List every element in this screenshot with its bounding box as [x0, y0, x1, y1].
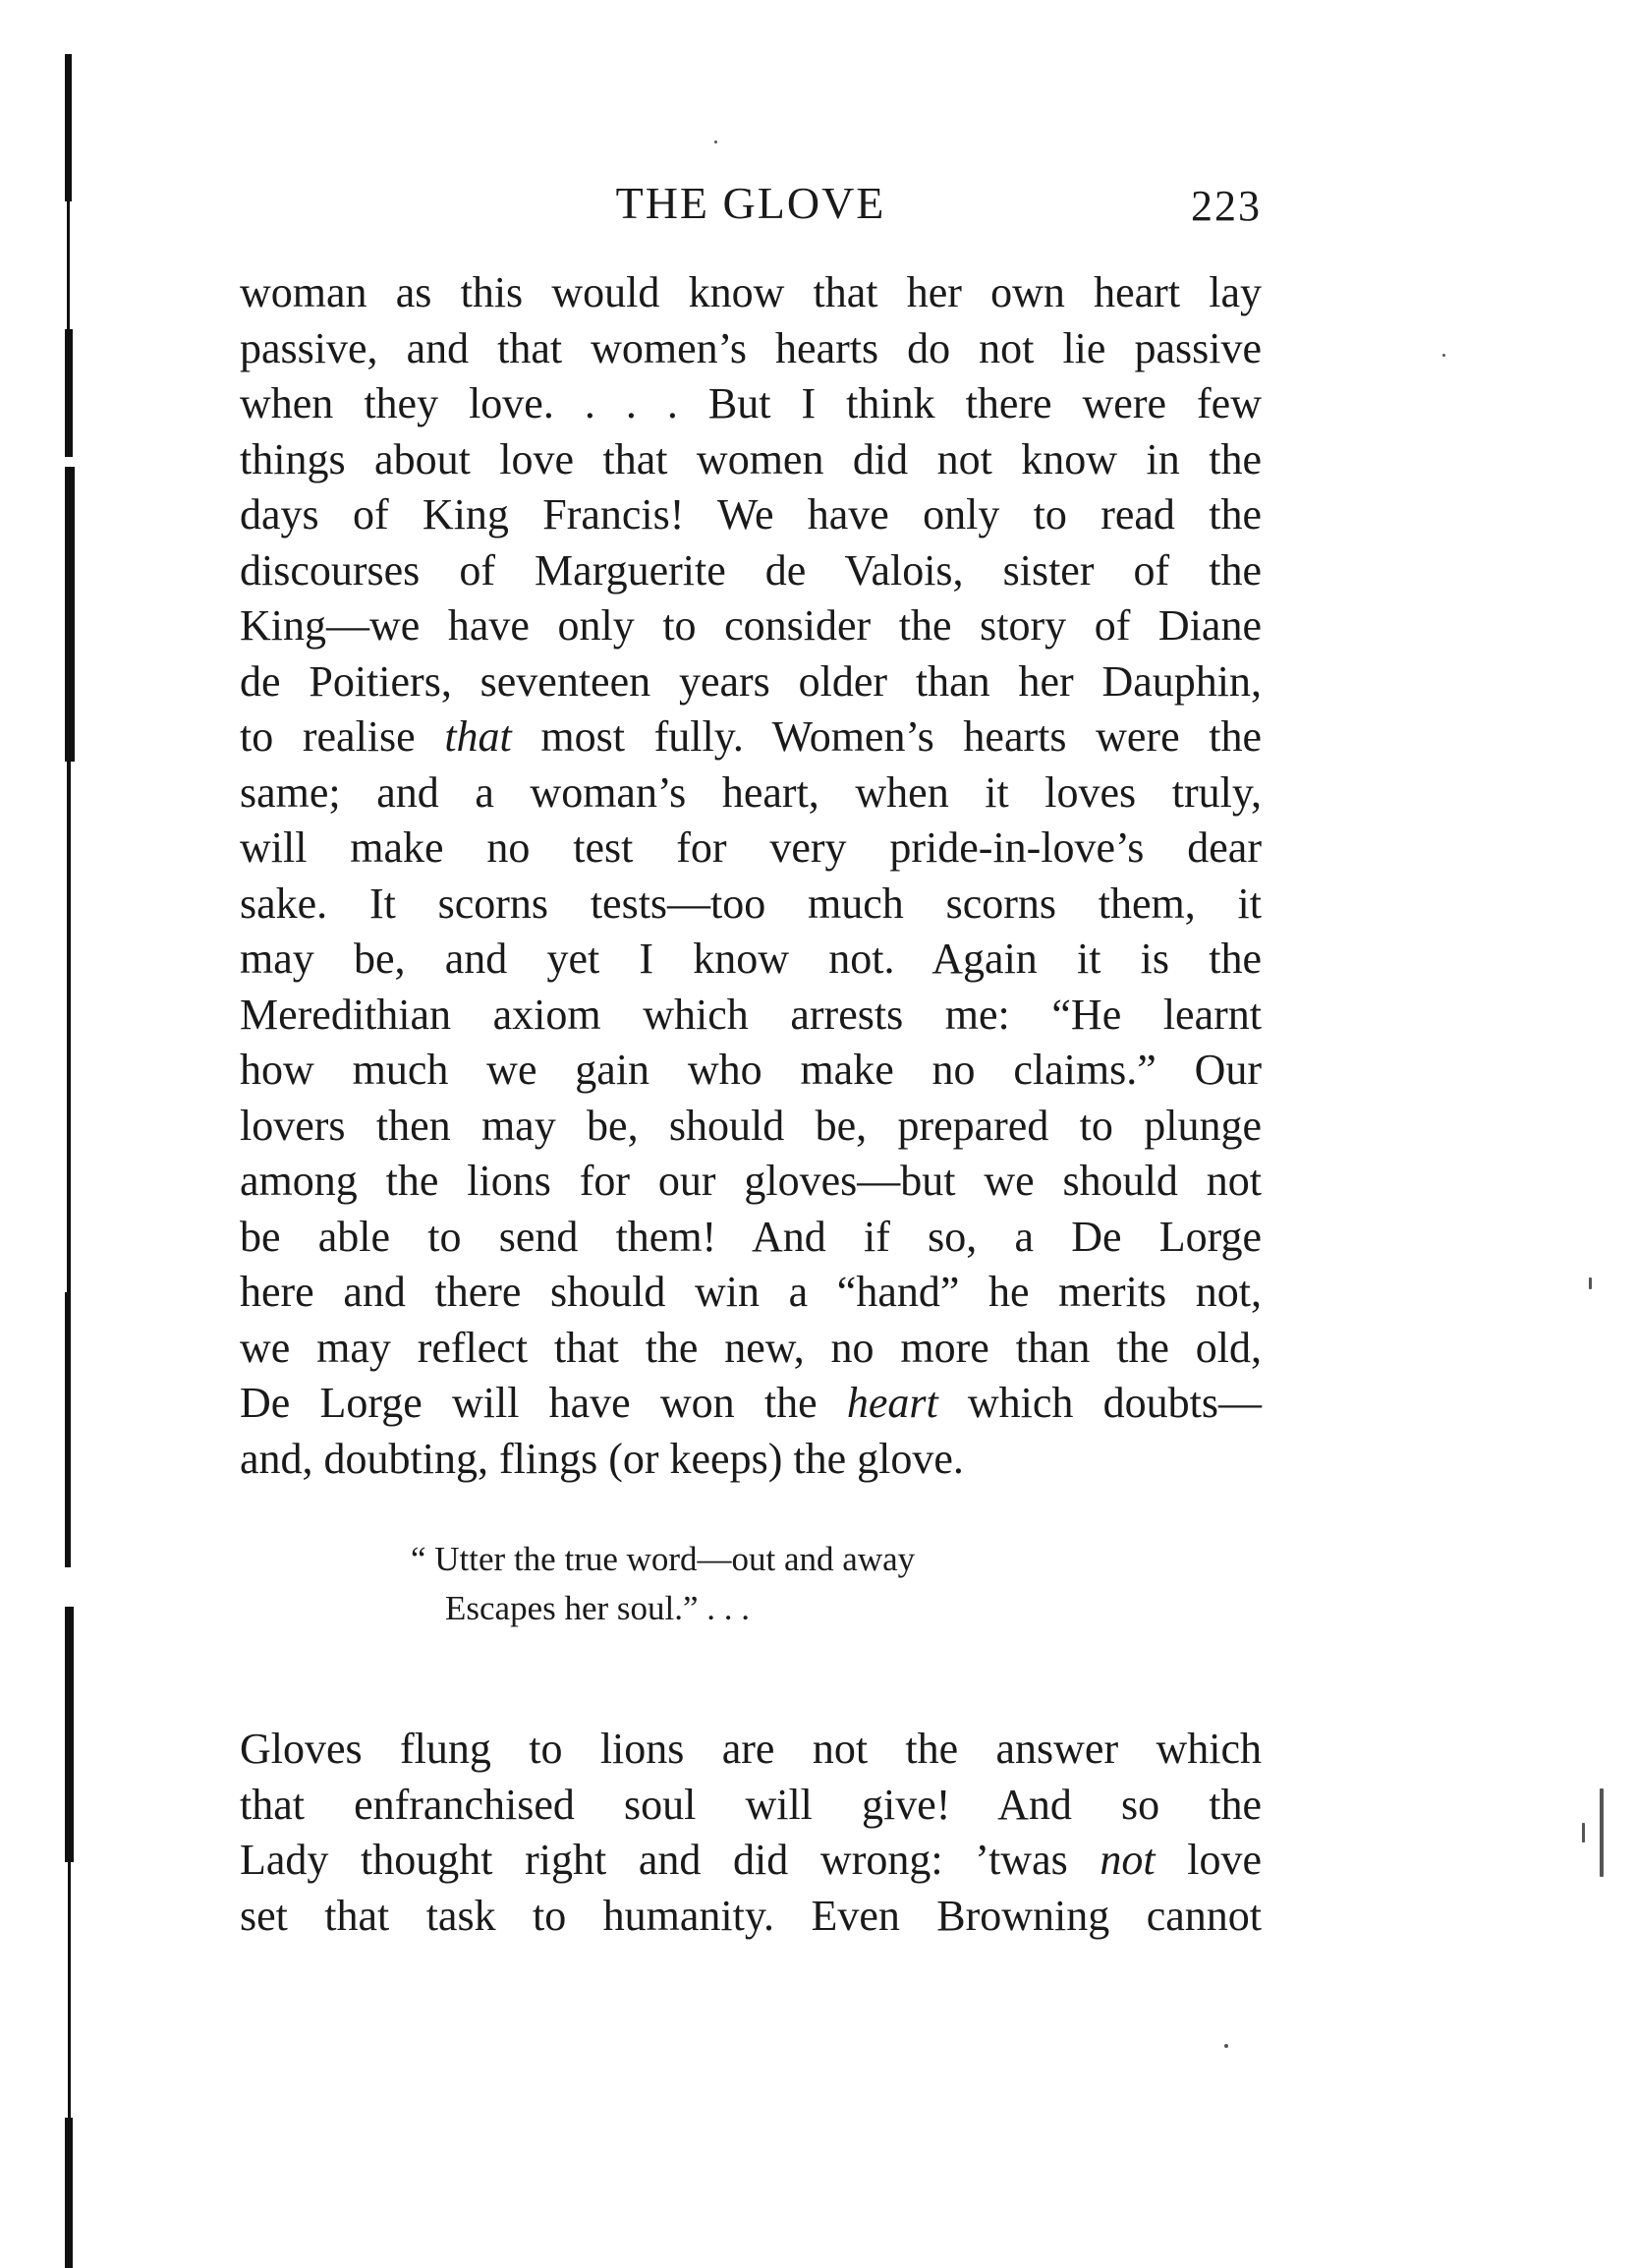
text-line: here and there should win a “hand” he merits not,	[240, 1268, 1262, 1316]
paragraph-2	[240, 1722, 1262, 1944]
verse-line: Escapes her soul.” . . .	[445, 1589, 751, 1627]
text-line: discourses of Marguerite de Valois, sister of the	[240, 545, 1262, 595]
text-line: we may reflect that the new, no more than the old,	[240, 1323, 1262, 1372]
text-line: Meredithian axiom which arrests me: “He learnt	[240, 990, 1262, 1039]
text-line: days of King Francis! We have only to read the	[240, 490, 1262, 539]
text-line: Lady thought right and did wrong: ’twas not love	[240, 1836, 1262, 1884]
text-line: that enfranchised soul will give! And so the	[240, 1780, 1262, 1829]
verse-line: “ Utter the true word—out and away	[411, 1540, 916, 1578]
text-line: how much we gain who make no claims.” Our	[240, 1046, 1262, 1094]
italic-emphasis: not	[1100, 1836, 1156, 1884]
text-line: will make no test for very pride-in-love’s dear	[240, 823, 1262, 872]
text-line: de Poitiers, seventeen years older than her Dauphin,	[240, 656, 1262, 706]
binding-edge	[65, 54, 75, 2268]
page-header	[240, 177, 1262, 236]
text-line: woman as this would know that her own heart lay	[240, 268, 1262, 316]
text-line: lovers then may be, should be, prepared to plunge	[240, 1101, 1262, 1150]
italic-emphasis: that	[444, 712, 512, 761]
text-line: Gloves flung to lions are not the answer which	[240, 1725, 1262, 1773]
text-line: may be, and yet I know not. Again it is the	[240, 935, 1262, 983]
text-line: same; and a woman’s heart, when it loves truly,	[240, 767, 1262, 817]
text-line: and, doubting, flings (or keeps) the glove.	[240, 1434, 964, 1483]
italic-emphasis: heart	[846, 1379, 938, 1427]
text-line: things about love that women did not know in the	[240, 434, 1262, 483]
running-head: THE GLOVE	[615, 178, 886, 228]
text-line: among the lions for our gloves—but we should not	[240, 1157, 1262, 1205]
text-line: when they love. . . . But I think there were few	[240, 379, 1262, 427]
text-line: sake. It scorns tests—too much scorns them, it	[240, 879, 1262, 928]
text-line: King—we have only to consider the story of Diane	[240, 601, 1262, 650]
text-line: De Lorge will have won the heart which doubts—	[240, 1379, 1262, 1427]
text-line: be able to send them! And if so, a De Lorge	[240, 1212, 1262, 1261]
page-number: 223	[1191, 182, 1262, 230]
text-line: to realise that most fully. Women’s hearts were the	[240, 712, 1262, 761]
text-line: passive, and that women’s hearts do not lie passive	[240, 323, 1262, 372]
verse-quotation	[411, 1535, 915, 1633]
paragraph-1	[240, 265, 1262, 1487]
text-line: set that task to humanity. Even Browning cannot	[240, 1891, 1262, 1940]
